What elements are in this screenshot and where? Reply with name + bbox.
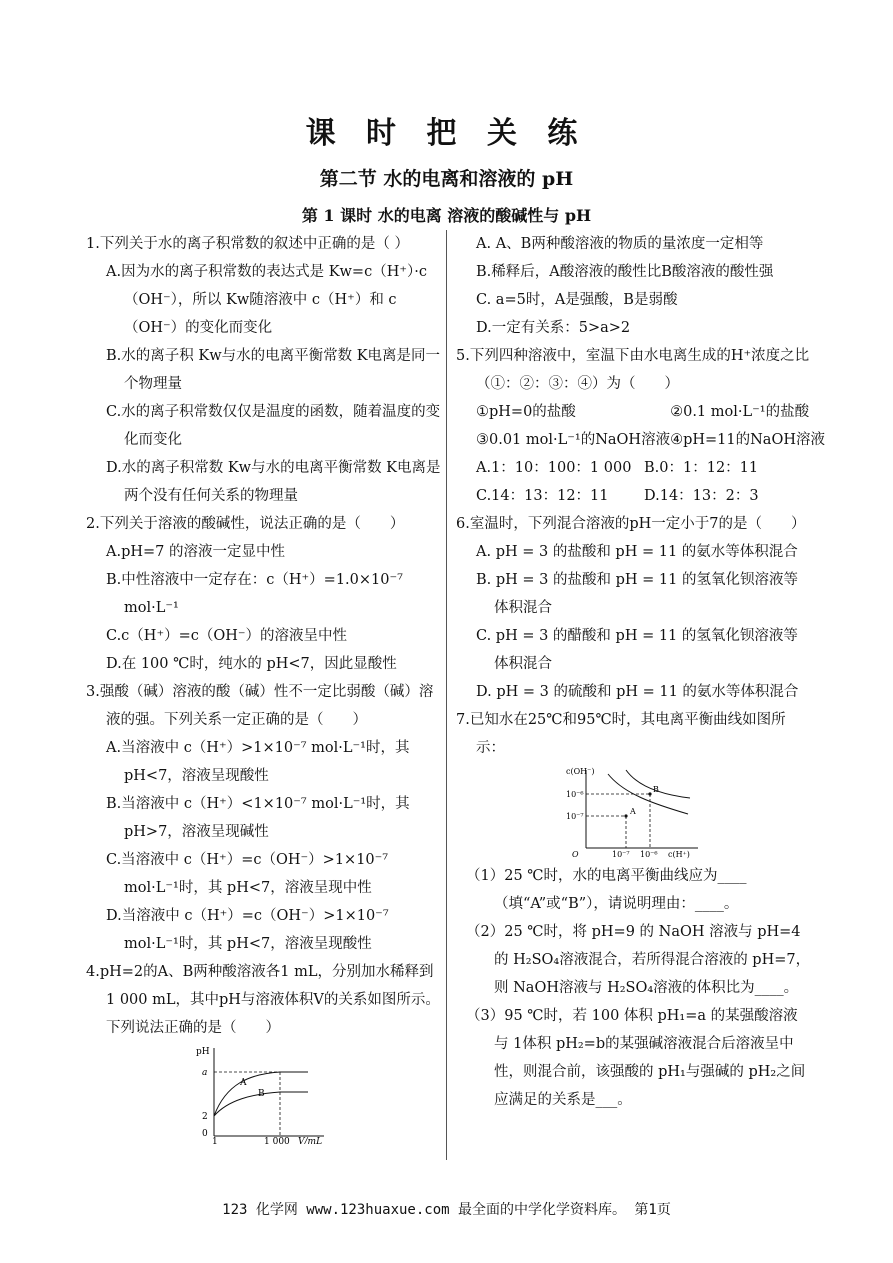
answer-options [456, 454, 812, 510]
question-6 [456, 510, 812, 706]
solution-1: ①pH=0的盐酸 [476, 404, 576, 420]
y-axis-label: pH [196, 1047, 210, 1057]
question-1 [86, 230, 442, 510]
page-title: 课 时 把 关 练 [305, 116, 588, 151]
option-d: D.一定有关系：5>a>2 [476, 320, 631, 336]
sub-question-3: （3）95 ℃时，若 100 体积 pH₁=a 的某强酸溶液与 1体积 pH₂=b的某强碱溶液混合后溶液呈中性，则混合前，该强酸的 pH₁与强碱的 pH₂之间应满足的关系是___。 [466, 1008, 806, 1108]
column-divider [446, 230, 447, 1160]
sub-question-2: （2）25 ℃时，将 pH=9 的 NaOH 溶液与 pH=4 的 H₂SO₄溶液混合，若所得混合溶液的 pH=7，则 NaOH溶液与 H₂SO₄溶液的体积比为____。 [466, 924, 811, 996]
y-tick-a: a [202, 1068, 208, 1078]
question-stem: 2.下列关于溶液的酸碱性，说法正确的是（ ） [86, 516, 405, 532]
origin-label: 0 [202, 1129, 208, 1139]
question-stem: 3.强酸（碱）溶液的酸（碱）性不一定比弱酸（碱）溶液的强。下列关系一定正确的是（ ） [86, 684, 434, 728]
y-axis-label: c(OH⁻) [566, 767, 595, 776]
option-a: A.因为水的离子积常数的表达式是 Kw=c（H⁺）·c（OH⁻），所以 Kw随溶液中 c（H⁺）和 c（OH⁻）的变化而变化 [106, 264, 427, 336]
option-d: D. pH = 3 的硫酸和 pH = 11 的氨水等体积混合 [476, 684, 799, 700]
option-c: C.c（H⁺）=c（OH⁻）的溶液呈中性 [106, 628, 348, 644]
point-b-label: B [653, 785, 659, 794]
question-stem: 6.室温时，下列混合溶液的pH一定小于7的是（ ） [456, 516, 806, 532]
option-b: B.中性溶液中一定存在：c（H⁺）=1.0×10⁻⁷ mol·L⁻¹ [106, 572, 403, 616]
point-a-marker [624, 814, 627, 817]
ph-volume-chart [194, 1044, 334, 1144]
question-stem: 5.下列四种溶液中，室温下由水电离生成的H⁺浓度之比（①：②：③：④）为（ ） [456, 348, 810, 392]
solution-3: ③0.01 mol·L⁻¹的NaOH溶液 [476, 432, 671, 448]
x-tick-1000: 1 000 [264, 1137, 290, 1144]
option-b: B.0：1：12：11 [644, 460, 759, 476]
question-stem: 7.已知水在25℃和95℃时，其电离平衡曲线如图所示： [456, 712, 786, 756]
option-c: C.当溶液中 c（H⁺）=c（OH⁻）>1×10⁻⁷ mol·L⁻¹时，其 pH<7，溶液呈现中性 [106, 852, 389, 896]
option-d: D.水的离子积常数 Kw与水的电离平衡常数 K电离是两个没有任何关系的物理量 [106, 460, 441, 504]
option-c: C.水的离子积常数仅仅是温度的函数，随着温度的变化而变化 [106, 404, 441, 448]
solution-list [456, 398, 825, 454]
lesson-title: 第 1 课时 水的电离 溶液的酸碱性与 pH [301, 206, 592, 225]
x-tick-1: 10⁻⁷ [612, 850, 630, 859]
origin-label: O [572, 850, 579, 859]
point-b-marker [648, 792, 651, 795]
option-d: D.当溶液中 c（H⁺）=c（OH⁻）>1×10⁻⁷ mol·L⁻¹时，其 pH<7，溶液呈现酸性 [106, 908, 389, 952]
question-4-options [456, 230, 812, 342]
option-c: C. a=5时，A是强酸，B是弱酸 [476, 292, 678, 308]
curve-a-label: A [240, 1078, 247, 1088]
ionization-curve-chart [564, 764, 704, 860]
ph-volume-figure [86, 1044, 442, 1144]
page-footer: 123 化学网 www.123huaxue.com 最全面的中学化学资料库。 第1页 [222, 1202, 671, 1218]
option-b: B.水的离子积 Kw与水的电离平衡常数 K电离是同一个物理量 [106, 348, 441, 392]
question-5 [456, 342, 825, 510]
option-b: B.当溶液中 c（H⁺）<1×10⁻⁷ mol·L⁻¹时，其 pH>7，溶液呈现碱性 [106, 796, 410, 840]
y-tick-2: 10⁻⁷ [566, 812, 584, 821]
option-a: A.当溶液中 c（H⁺）>1×10⁻⁷ mol·L⁻¹时，其 pH<7，溶液呈现酸性 [106, 740, 410, 784]
solution-2: ②0.1 mol·L⁻¹的盐酸 [670, 404, 810, 420]
question-3 [86, 678, 442, 958]
curve-b-label: B [258, 1089, 265, 1099]
ionization-curve-figure [456, 764, 812, 860]
right-column [456, 230, 825, 1114]
question-stem: 4.pH=2的A、B两种酸溶液各1 mL，分别加水稀释到 1 000 mL，其中pH与溶液体积V的关系如图所示。下列说法正确的是（ ） [86, 964, 440, 1036]
section-title: 第二节 水的电离和溶液的 pH [319, 168, 574, 190]
option-a: A.1：10：100：1 000 [476, 460, 632, 476]
question-7 [456, 706, 812, 1114]
x-tick-1: 1 [212, 1137, 218, 1144]
solution-4: ④pH=11的NaOH溶液 [670, 432, 825, 448]
left-column [86, 230, 442, 1146]
y-tick-2: 2 [202, 1112, 208, 1122]
option-a: A. A、B两种酸溶液的物质的量浓度一定相等 [476, 236, 764, 252]
question-4 [86, 958, 442, 1144]
sub-question-1: （1）25 ℃时，水的电离平衡曲线应为____（填“A”或“B”），请说明理由：____。 [466, 868, 747, 912]
option-c: C. pH = 3 的醋酸和 pH = 11 的氢氧化钡溶液等体积混合 [476, 628, 798, 672]
option-b: B. pH = 3 的盐酸和 pH = 11 的氢氧化钡溶液等体积混合 [476, 572, 798, 616]
question-2 [86, 510, 442, 678]
x-axis-label: c(H⁺) [668, 850, 690, 859]
option-a: A.pH=7 的溶液一定显中性 [106, 544, 285, 560]
x-axis-label: V/mL [298, 1137, 323, 1144]
question-stem: 1.下列关于水的离子积常数的叙述中正确的是（ ） [86, 236, 409, 252]
point-a-label: A [630, 807, 636, 816]
option-d: D.14：13：2：3 [644, 488, 759, 504]
option-a: A. pH = 3 的盐酸和 pH = 11 的氨水等体积混合 [476, 544, 798, 560]
x-tick-2: 10⁻⁶ [640, 850, 658, 859]
option-b: B.稀释后，A酸溶液的酸性比B酸溶液的酸性强 [476, 264, 774, 280]
option-d: D.在 100 ℃时，纯水的 pH<7，因此显酸性 [106, 656, 397, 672]
option-c: C.14：13：12：11 [476, 488, 609, 504]
y-tick-1: 10⁻⁶ [566, 790, 584, 799]
